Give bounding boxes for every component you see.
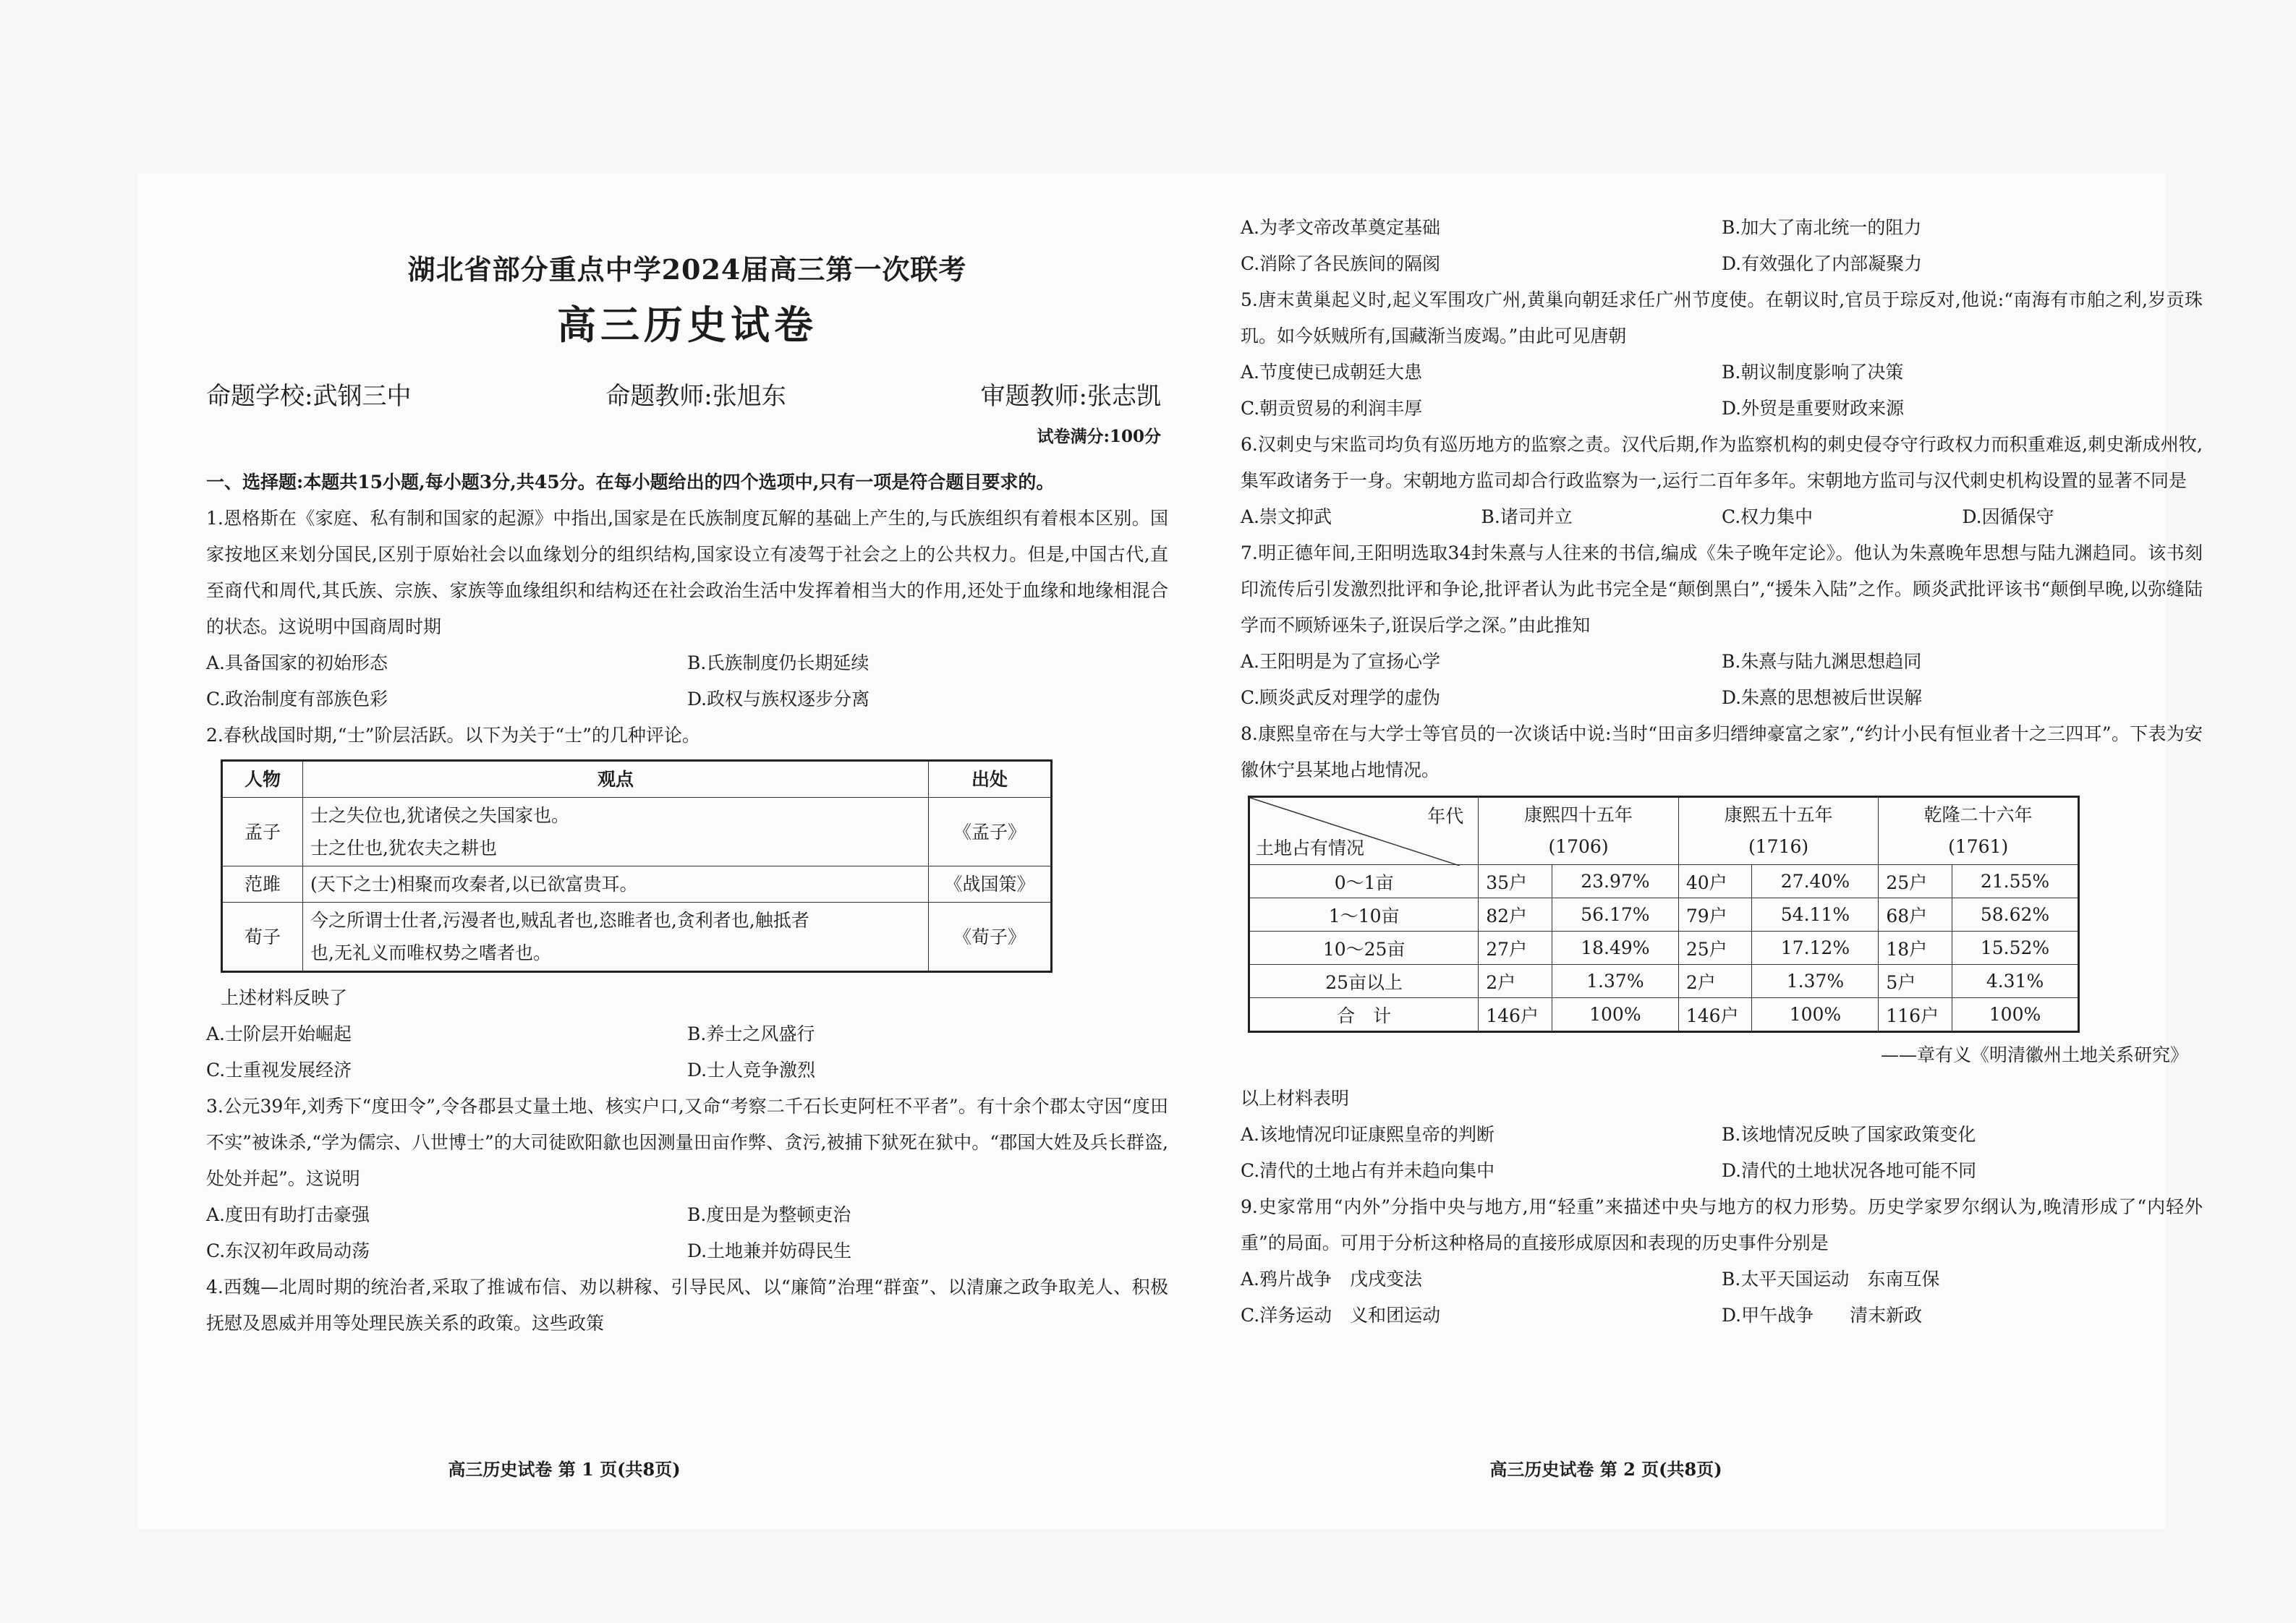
- table-row: [1249, 865, 2079, 898]
- percent-cell: 100%: [1752, 998, 1879, 1032]
- view-line: 今之所谓士仕者,污漫者也,贼乱者也,恣睢者也,贪利者也,触抵者: [310, 910, 809, 931]
- option-b[interactable]: B.加大了南北统一的阻力: [1722, 217, 1922, 238]
- option-c[interactable]: C.消除了各民族间的隔阂: [1241, 253, 1441, 274]
- percent-cell: 58.62%: [1952, 898, 2079, 932]
- exam-subtitle: 高三历史试卷: [557, 302, 817, 348]
- option-d[interactable]: D.朱熹的思想被后世误解: [1722, 687, 1923, 708]
- household-cell: 2户: [1479, 965, 1552, 998]
- corner-bottom-label: 土地占有情况: [1256, 838, 1365, 859]
- option-b[interactable]: B.该地情况反映了国家政策变化: [1722, 1124, 1976, 1145]
- question-8-stem: 8.康熙皇帝在与大学士等官员的一次谈话中说:当时“田亩多归缙绅豪富之家”,“约计小民有恒业者十之三四耳”。下表为安徽休宁县某地占地情况。: [1241, 723, 2203, 780]
- option-c[interactable]: C.士重视发展经济: [206, 1060, 352, 1081]
- table-total-row: [1249, 998, 2079, 1032]
- percent-cell: 23.97%: [1552, 865, 1678, 898]
- header-person: 人物: [222, 761, 303, 798]
- row-label: 10～25亩: [1249, 932, 1479, 965]
- option-c[interactable]: C.政治制度有部族色彩: [206, 689, 388, 710]
- option-c[interactable]: C.顾炎武反对理学的虚伪: [1241, 687, 1441, 708]
- view-line: 士之失位也,犹诸侯之失国家也。: [310, 805, 569, 826]
- question-9-stem: 9.史家常用“内外”分指中央与地方,用“轻重”来描述中央与地方的权力形势。历史学家罗尔纲认为,晚清形成了“内轻外重”的局面。可用于分析这种格局的直接形成原因和表现的历史事件分别是: [1241, 1196, 2203, 1253]
- household-cell: 18户: [1879, 932, 1952, 965]
- option-a[interactable]: A.具备国家的初始形态: [206, 652, 388, 673]
- question-5-stem: 5.唐末黄巢起义时,起义军围攻广州,黄巢向朝廷求任广州节度使。在朝议时,官员于琮反对,他说:“南海有市舶之利,岁贡珠玑。如今妖贼所有,国藏渐当废竭。”由此可见唐朝: [1241, 289, 2203, 346]
- option-c[interactable]: C.东汉初年政局动荡: [206, 1240, 370, 1261]
- question-1-stem: 1.恩格斯在《家庭、私有制和国家的起源》中指出,国家是在氏族制度瓦解的基础上产生的,与氏族组织有着根本区别。国家按地区来划分国民,区别于原始社会以血缘划分的组织结构,国家设立有凌驾于社会之上的公共权力。但是,中国古代,直至商代和周代,其氏族、宗族、家族等血缘组织和结构还在社会政治生活中发挥着相当大的作用,还处于血缘和地缘相混合的状态。这说明中国商周时期: [206, 508, 1168, 637]
- period-name: 康熙四十五年: [1524, 804, 1633, 825]
- option-d[interactable]: D.有效强化了内部凝聚力: [1722, 253, 1923, 274]
- option-d[interactable]: D.甲午战争 清末新政: [1722, 1305, 1923, 1326]
- question-4-stem: 4.西魏—北周时期的统治者,采取了推诚布信、劝以耕稼、引导民风、以“廉简”治理“群蛮”、以清廉之政争取羌人、积极抚慰及恩威并用等处理民族关系的政策。这些政策: [206, 1277, 1168, 1334]
- table-row: [1249, 898, 2079, 932]
- row-label: 合 计: [1249, 998, 1479, 1032]
- household-cell: 146户: [1479, 998, 1552, 1032]
- exam-page-2: [1241, 210, 2203, 1334]
- option-c[interactable]: C.清代的土地占有并未趋向集中: [1241, 1160, 1495, 1181]
- land-ownership-table: [1248, 796, 2080, 1033]
- view-cell: [303, 798, 929, 866]
- household-cell: 68户: [1879, 898, 1952, 932]
- row-label: 0～1亩: [1249, 865, 1479, 898]
- question-9-options: [1241, 1261, 2203, 1334]
- question-6-options: [1241, 499, 2203, 535]
- period-header: [1678, 797, 1879, 865]
- question-2-options: [206, 1016, 1168, 1089]
- question-8-tail: 以上材料表明: [1241, 1088, 1350, 1109]
- household-cell: 25户: [1879, 865, 1952, 898]
- option-a[interactable]: A.度田有助打击豪强: [206, 1204, 370, 1225]
- table-row: [1249, 965, 2079, 998]
- period-year: (1706): [1548, 836, 1609, 857]
- household-cell: 146户: [1678, 998, 1752, 1032]
- option-b[interactable]: B.朱熹与陆九渊思想趋同: [1722, 651, 1922, 672]
- household-cell: 82户: [1479, 898, 1552, 932]
- percent-cell: 100%: [1952, 998, 2079, 1032]
- source-cell: 《孟子》: [929, 798, 1052, 866]
- option-c[interactable]: C.洋务运动 义和团运动: [1241, 1305, 1441, 1326]
- source-cell: 《战国策》: [929, 866, 1052, 903]
- option-d[interactable]: D.外贸是重要财政来源: [1722, 398, 1905, 419]
- household-cell: 40户: [1678, 865, 1752, 898]
- view-line: 也,无礼义而唯权势之嗜者也。: [310, 942, 551, 963]
- author-school: 命题学校:武钢三中: [206, 382, 412, 411]
- table-header-row: [222, 761, 1052, 798]
- full-score: 试卷满分:100分: [1037, 427, 1161, 446]
- section-heading: 一、选择题:本题共15小题,每小题3分,共45分。在每小题给出的四个选项中,只有一项是符合题目要求的。: [206, 472, 1055, 493]
- exam-page-1: [206, 203, 1168, 1342]
- option-b[interactable]: B.氏族制度仍长期延续: [687, 652, 869, 673]
- option-a[interactable]: A.节度使已成朝廷大患: [1241, 362, 1423, 383]
- question-5-options: [1241, 354, 2203, 427]
- percent-cell: 54.11%: [1752, 898, 1879, 932]
- table-row: [222, 903, 1052, 972]
- view-line: 士之仕也,犹农夫之耕也: [310, 838, 497, 859]
- option-c[interactable]: C.朝贡贸易的利润丰厚: [1241, 398, 1423, 419]
- question-3-options: [206, 1197, 1168, 1269]
- household-cell: 35户: [1479, 865, 1552, 898]
- percent-cell: 100%: [1552, 998, 1678, 1032]
- diagonal-header-cell: [1249, 797, 1479, 865]
- row-label: 1～10亩: [1249, 898, 1479, 932]
- household-cell: 5户: [1879, 965, 1952, 998]
- question-3-stem: 3.公元39年,刘秀下“度田令”,令各郡县丈量土地、核实户口,又命“考察二千石长吏阿枉不平者”。有十余个郡太守因“度田不实”被诛杀,“学为儒宗、八世博士”的大司徒欧阳歙也因测量田亩作弊、贪污,被捕下狱死在狱中。“郡国大姓及兵长群盗,处处并起”。这说明: [206, 1096, 1168, 1189]
- person-cell: 孟子: [222, 798, 303, 866]
- exam-title: 湖北省部分重点中学2024届高三第一次联考: [407, 253, 967, 286]
- row-label: 25亩以上: [1249, 965, 1479, 998]
- option-b[interactable]: B.度田是为整顿吏治: [687, 1204, 851, 1225]
- option-a[interactable]: A.士阶层开始崛起: [206, 1023, 352, 1044]
- table-row: [222, 866, 1052, 903]
- period-header: [1479, 797, 1679, 865]
- option-b[interactable]: B.太平天国运动 东南互保: [1722, 1269, 1940, 1290]
- option-c[interactable]: C.权力集中: [1722, 506, 1814, 527]
- option-d[interactable]: D.因循保守: [1962, 506, 2054, 527]
- option-a[interactable]: A.鸦片战争 戊戌变法: [1241, 1269, 1423, 1290]
- household-cell: 2户: [1678, 965, 1752, 998]
- option-d[interactable]: D.土地兼并妨碍民生: [687, 1240, 852, 1261]
- question-4-options: [1241, 210, 2203, 282]
- person-cell: 范雎: [222, 866, 303, 903]
- page-1-footer: 高三历史试卷 第 1 页(共8页): [448, 1459, 681, 1480]
- option-d[interactable]: D.清代的土地状况各地可能不同: [1722, 1160, 1977, 1181]
- table-row: [1249, 932, 2079, 965]
- household-cell: 27户: [1479, 932, 1552, 965]
- option-a[interactable]: A.该地情况印证康熙皇帝的判断: [1241, 1124, 1495, 1145]
- percent-cell: 4.31%: [1952, 965, 2079, 998]
- question-6-stem: 6.汉刺史与宋监司均负有巡历地方的监察之责。汉代后期,作为监察机构的刺史侵夺守行政权力而积重难返,刺史渐成州牧,集军政诸务于一身。宋朝地方监司却合行政监察为一,运行二百年多年。宋朝地方监司与汉代刺史机构设置的显著不同是: [1241, 434, 2203, 491]
- question-2-stem: 2.春秋战国时期,“士”阶层活跃。以下为关于“士”的几种评论。: [206, 725, 700, 746]
- percent-cell: 18.49%: [1552, 932, 1678, 965]
- corner-top-label: 年代: [1427, 806, 1464, 827]
- option-b[interactable]: B.养士之风盛行: [687, 1023, 815, 1044]
- option-b[interactable]: B.朝议制度影响了决策: [1722, 362, 1904, 383]
- scholar-views-table: [221, 759, 1053, 973]
- option-a[interactable]: A.王阳明是为了宣扬心学: [1241, 651, 1441, 672]
- question-2-tail: 上述材料反映了: [221, 987, 348, 1008]
- period-year: (1761): [1948, 836, 2009, 857]
- period-year: (1716): [1748, 836, 1809, 857]
- question-7-stem: 7.明正德年间,王阳明选取34封朱熹与人往来的书信,编成《朱子晚年定论》。他认为朱熹晚年思想与陆九渊趋同。该书刻印流传后引发激烈批评和争论,批评者认为此书完全是“颠倒黑白”,“援朱入陆”之作。顾炎武批评该书“颠倒早晚,以弥缝陆学而不顾矫诬朱子,诳误后学之深。”由此推知: [1241, 542, 2203, 636]
- percent-cell: 1.37%: [1552, 965, 1678, 998]
- table-row: [222, 798, 1052, 866]
- header-source: 出处: [929, 761, 1052, 798]
- percent-cell: 56.17%: [1552, 898, 1678, 932]
- option-d[interactable]: D.士人竞争激烈: [687, 1060, 816, 1081]
- source-cell: 《荀子》: [929, 903, 1052, 972]
- period-header: [1879, 797, 2079, 865]
- option-d[interactable]: D.政权与族权逐步分离: [687, 689, 870, 710]
- option-b[interactable]: B.诸司并立: [1481, 506, 1573, 527]
- period-name: 乾隆二十六年: [1923, 804, 2033, 825]
- household-cell: 116户: [1879, 998, 1952, 1032]
- period-name: 康熙五十五年: [1724, 804, 1833, 825]
- option-a[interactable]: A.为孝文帝改革奠定基础: [1241, 217, 1441, 238]
- percent-cell: 27.40%: [1752, 865, 1879, 898]
- person-cell: 荀子: [222, 903, 303, 972]
- page-2-footer: 高三历史试卷 第 2 页(共8页): [1489, 1459, 1722, 1480]
- question-8-options: [1241, 1117, 2203, 1189]
- percent-cell: 21.55%: [1952, 865, 2079, 898]
- table-header-row: [1249, 797, 2079, 865]
- header-view: 观点: [303, 761, 929, 798]
- question-7-options: [1241, 644, 2203, 716]
- view-cell: [303, 903, 929, 972]
- percent-cell: 1.37%: [1752, 965, 1879, 998]
- author-line: [206, 376, 1168, 412]
- table-source-citation: ——章有义《明清徽州土地关系研究》: [1880, 1044, 2188, 1065]
- household-cell: 25户: [1678, 932, 1752, 965]
- percent-cell: 15.52%: [1952, 932, 2079, 965]
- author-reviewer: 审题教师:张志凯: [980, 382, 1161, 411]
- household-cell: 79户: [1678, 898, 1752, 932]
- option-a[interactable]: A.崇文抑武: [1241, 506, 1332, 527]
- author-teacher: 命题教师:张旭东: [605, 382, 786, 411]
- percent-cell: 17.12%: [1752, 932, 1879, 965]
- question-1-options: [206, 645, 1168, 717]
- view-cell: (天下之士)相聚而攻秦者,以已欲富贵耳。: [303, 866, 929, 903]
